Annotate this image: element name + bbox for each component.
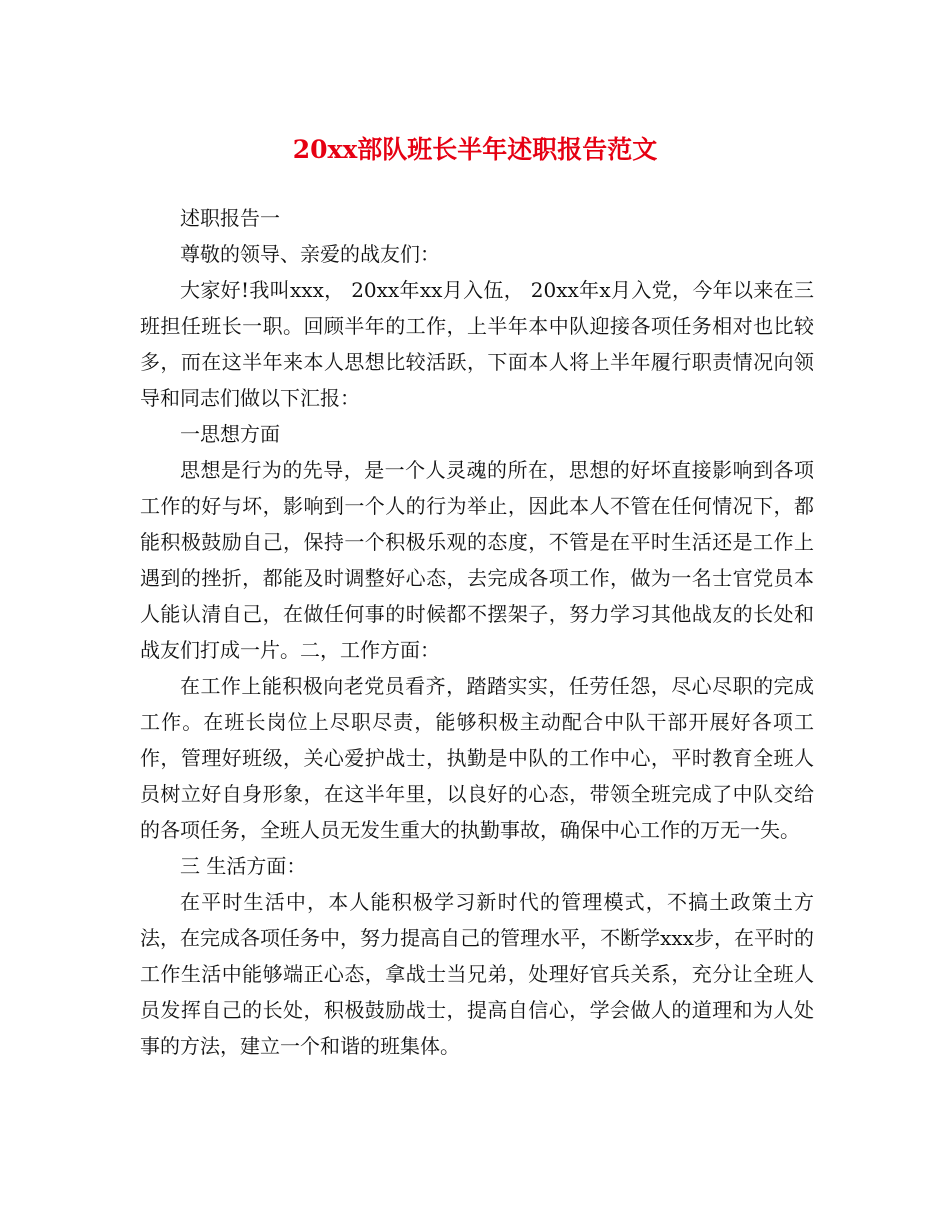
section-heading: 述职报告一 bbox=[180, 206, 280, 230]
paragraph: 在平时生活中，本人能积极学习新时代的管理模式，不搞土政策土方法，在完成各项任务中，努力提高自己的管理水平，不断学xxx步，在平时的工作生活中能够端正心态，拿战士当兄弟，处理好官兵关系，充分让全班人员发挥自己的长处，积极鼓励战士，提高自信心，学会做人的道理和为人处事的方法，建立一个和谐的班集体。 bbox=[140, 890, 814, 1058]
paragraph: 在工作上能积极向老党员看齐，踏踏实实，任劳任怨，尽心尽职的完成工作。在班长岗位上尽职尽责，能够积极主动配合中队干部开展好各项工作，管理好班级，关心爱护战士，执勤是中队的工作中心，平时教育全班人员树立好自身形象，在这半年里，以良好的心态，带领全班完成了中队交给的各项任务，全班人员无发生重大的执勤事故，确保中心工作的万无一失。 bbox=[140, 674, 814, 842]
section-heading: 三 生活方面： bbox=[180, 854, 307, 878]
paragraph: 大家好!我叫xxx， 20xx年xx月入伍， 20xx年x月入党，今年以来在三班担任班长一职。回顾半年的工作，上半年本中队迎接各项任务相对也比较多，而在这半年来本人思想比较活跃，下面本人将上半年履行职责情况向领导和同志们做以下汇报： bbox=[140, 278, 814, 410]
document-title: 20xx部队班长半年述职报告范文 bbox=[292, 135, 658, 164]
document-body bbox=[140, 200, 814, 1064]
salutation: 尊敬的领导、亲爱的战友们： bbox=[180, 242, 440, 266]
paragraph: 思想是行为的先导，是一个人灵魂的所在，思想的好坏直接影响到各项工作的好与坏，影响到一个人的行为举止，因此本人不管在任何情况下，都能积极鼓励自己，保持一个积极乐观的态度，不管是在平时生活还是工作上遇到的挫折，都能及时调整好心态，去完成各项工作，做为一名士官党员本人能认清自己，在做任何事的时候都不摆架子，努力学习其他战友的长处和战友们打成一片。二，工作方面： bbox=[140, 458, 814, 662]
section-heading: 一思想方面 bbox=[180, 422, 280, 446]
